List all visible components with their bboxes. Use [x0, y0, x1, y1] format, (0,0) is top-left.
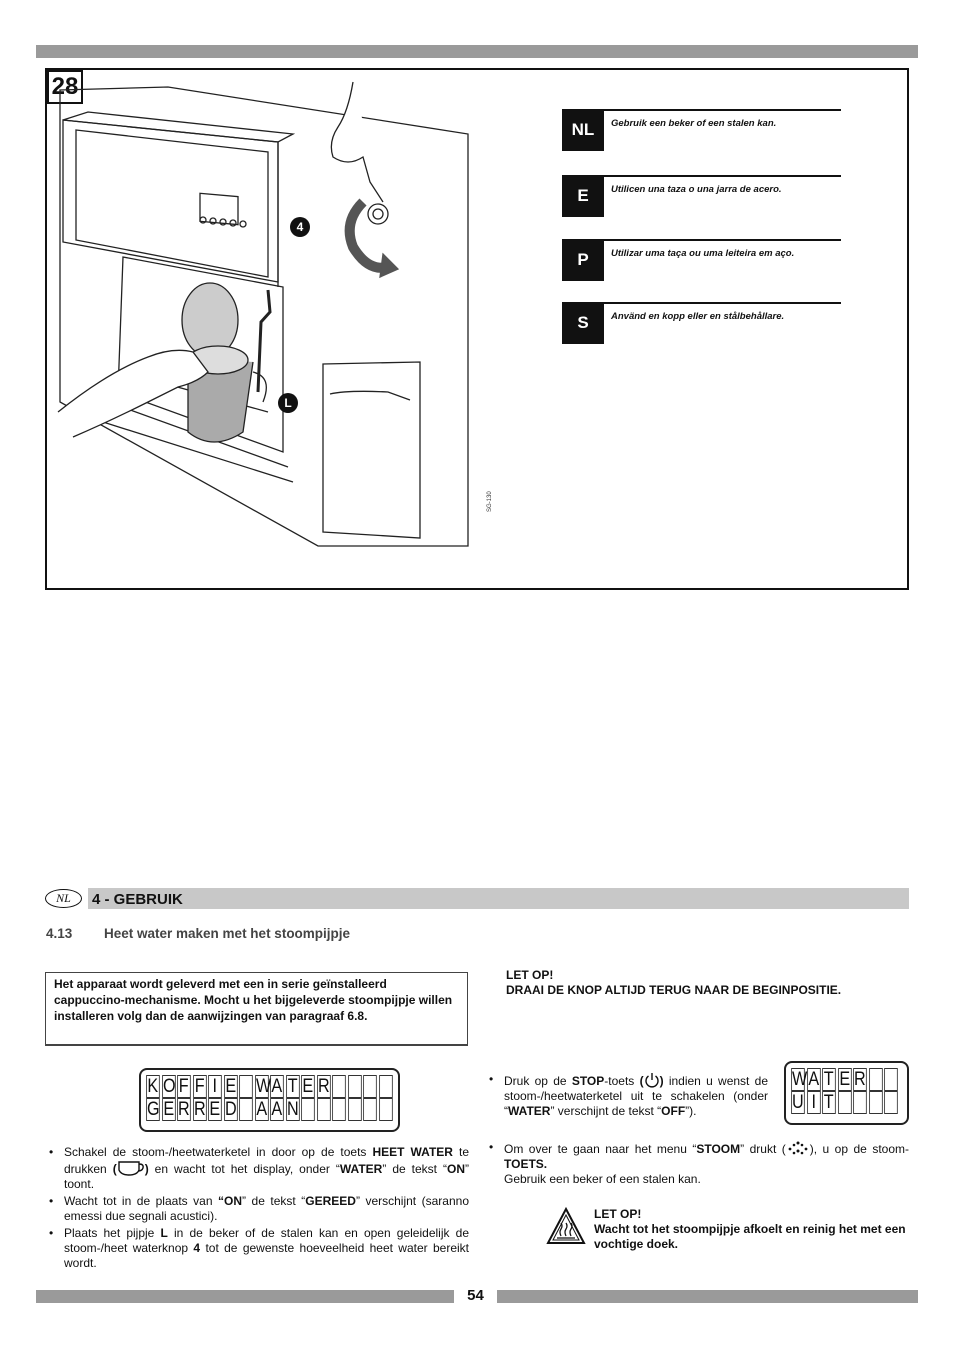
- display-cell: [869, 1091, 882, 1114]
- callout-knob: 4: [296, 220, 304, 234]
- display-cell: W: [255, 1076, 271, 1097]
- section-bar: [88, 888, 909, 909]
- display-cell: R: [317, 1076, 330, 1097]
- lang-code-s: S: [562, 302, 604, 344]
- lang-text-e: Utilicen una taza o una jarra de acero.: [611, 184, 782, 195]
- lang-text-nl: Gebruik een beker of een stalen kan.: [611, 118, 777, 129]
- display-cell: R: [178, 1099, 190, 1120]
- lang-text-s: Använd en kopp eller en stålbehållare.: [611, 311, 785, 322]
- display-cell: [869, 1068, 882, 1091]
- display-cell: [239, 1075, 252, 1098]
- display-cell: [363, 1075, 376, 1098]
- display-cell: W: [792, 1069, 808, 1090]
- display-cell: T: [823, 1069, 834, 1090]
- section-title: 4 - GEBRUIK: [92, 891, 183, 908]
- list-item: • Plaats het pijpje L in de beker of de stalen kan en open geleidelijk de stoom-/heet waterknop 4 tot de gewenste hoeveelheid heet water bereikt wordt.: [46, 1226, 469, 1271]
- display-cell: [332, 1098, 345, 1121]
- display-cell: R: [854, 1069, 866, 1090]
- display-cell: K: [147, 1076, 159, 1097]
- lang-row-nl: [562, 109, 841, 151]
- display-cell: [348, 1075, 361, 1098]
- display-cell: [332, 1075, 345, 1098]
- lang-row-e: [562, 175, 841, 217]
- display-cell: N: [286, 1099, 299, 1120]
- list-item: • Om over te gaan naar het menu “STOOM” drukt ( ), u op de stoom-TOETS. Gebruik een beker of een stalen kan.: [486, 1140, 909, 1187]
- display-cell: E: [162, 1099, 174, 1120]
- display-cell: O: [162, 1076, 176, 1097]
- display-cell: A: [271, 1099, 283, 1120]
- display-cell: F: [178, 1076, 189, 1097]
- display-cell: [379, 1098, 392, 1121]
- display-right-row2: [790, 1091, 903, 1114]
- lang-code-p: P: [562, 239, 604, 281]
- list-item: • Druk op de STOP-toets ( ) indien u wenst de stoom-/heetwaterketel uit te schakelen (onder “WATER” verschijnt de tekst “OFF”).: [486, 1072, 768, 1119]
- warning-top-heading: LET OP!: [506, 968, 554, 982]
- bullets-left: [46, 1145, 469, 1273]
- lang-row-p: [562, 239, 841, 281]
- display-cell: A: [255, 1099, 267, 1120]
- display-left-row2: [145, 1098, 394, 1121]
- lang-code-e: E: [562, 175, 604, 217]
- display-cell: U: [792, 1092, 804, 1113]
- display-right: [784, 1061, 909, 1125]
- list-item: • Schakel de stoom-/heetwaterketel in door op de toets HEET WATER te drukken ( ) en wacht tot het display, onder “WATER” de tekst “ON” toont.: [46, 1145, 469, 1192]
- bullets-right-bottom: [486, 1140, 909, 1189]
- display-cell: [884, 1091, 897, 1114]
- display-cell: [838, 1091, 851, 1114]
- lang-text-p: Utilizar uma taça ou uma leiteira em aço.: [611, 248, 795, 259]
- display-cell: [348, 1098, 361, 1121]
- display-cell: [363, 1098, 376, 1121]
- display-cell: T: [823, 1092, 834, 1113]
- subsection-heading: [46, 926, 350, 941]
- bullets-right-top: [486, 1072, 768, 1121]
- display-cell: [239, 1098, 252, 1121]
- top-bar: [36, 45, 918, 58]
- drawing-code: SG-130: [487, 491, 493, 512]
- display-cell: [379, 1075, 392, 1098]
- display-cell: [317, 1098, 330, 1121]
- display-cell: [301, 1098, 314, 1121]
- display-cell: G: [147, 1099, 160, 1120]
- display-cell: I: [807, 1091, 820, 1114]
- display-cell: I: [208, 1075, 221, 1098]
- power-icon: [644, 1072, 660, 1088]
- display-cell: E: [302, 1076, 314, 1097]
- list-item: • Wacht tot in de plaats van “ON” de tekst “GEREED” verschijnt (saranno emessi due segnali acustici).: [46, 1194, 469, 1224]
- display-cell: [884, 1068, 897, 1091]
- display-cell: E: [838, 1069, 850, 1090]
- display-cell: F: [194, 1076, 205, 1097]
- display-cell: D: [224, 1099, 237, 1120]
- display-cell: [853, 1091, 866, 1114]
- display-left: [139, 1068, 400, 1132]
- bottom-bar-left: [36, 1290, 454, 1303]
- bottom-bar-right: [497, 1290, 918, 1303]
- warning-top-text: DRAAI DE KNOP ALTIJD TERUG NAAR DE BEGINPOSITIE.: [506, 983, 842, 997]
- figure-number: 28: [47, 70, 83, 104]
- warning-bottom: [546, 1207, 910, 1251]
- nl-badge: NL: [45, 889, 82, 908]
- display-left-row1: [145, 1075, 394, 1098]
- page-number: 54: [467, 1287, 484, 1304]
- display-right-row1: [790, 1068, 903, 1091]
- callout-spout: L: [284, 396, 292, 410]
- display-cell: T: [287, 1076, 298, 1097]
- cup-icon: [117, 1160, 145, 1176]
- display-cell: E: [209, 1099, 221, 1120]
- coffee-machine-illustration: [48, 72, 518, 586]
- display-cell: R: [193, 1099, 206, 1120]
- display-cell: A: [271, 1076, 283, 1097]
- lang-code-nl: NL: [562, 109, 604, 151]
- hot-surface-warning-icon: [546, 1207, 586, 1245]
- steam-icon: [786, 1140, 810, 1156]
- lang-row-s: [562, 302, 841, 344]
- display-cell: E: [224, 1076, 236, 1097]
- display-cell: A: [807, 1069, 819, 1090]
- subsection-title: Heet water maken met het stoompijpje: [104, 926, 351, 941]
- note-box: Het apparaat wordt geleverd met een in serie geïnstalleerd cappuccino-mechanisme. Mocht u het bijgeleverde stoompijpje willen installeren volg dan de aanwijzingen van paragraaf 6.8.: [45, 972, 468, 1046]
- warning-bottom-text: LET OP! Wacht tot het stoompijpje afkoelt en reinig het met een vochtige doek.: [594, 1207, 906, 1251]
- warning-top: [506, 968, 841, 998]
- subsection-number: 4.13: [46, 926, 73, 941]
